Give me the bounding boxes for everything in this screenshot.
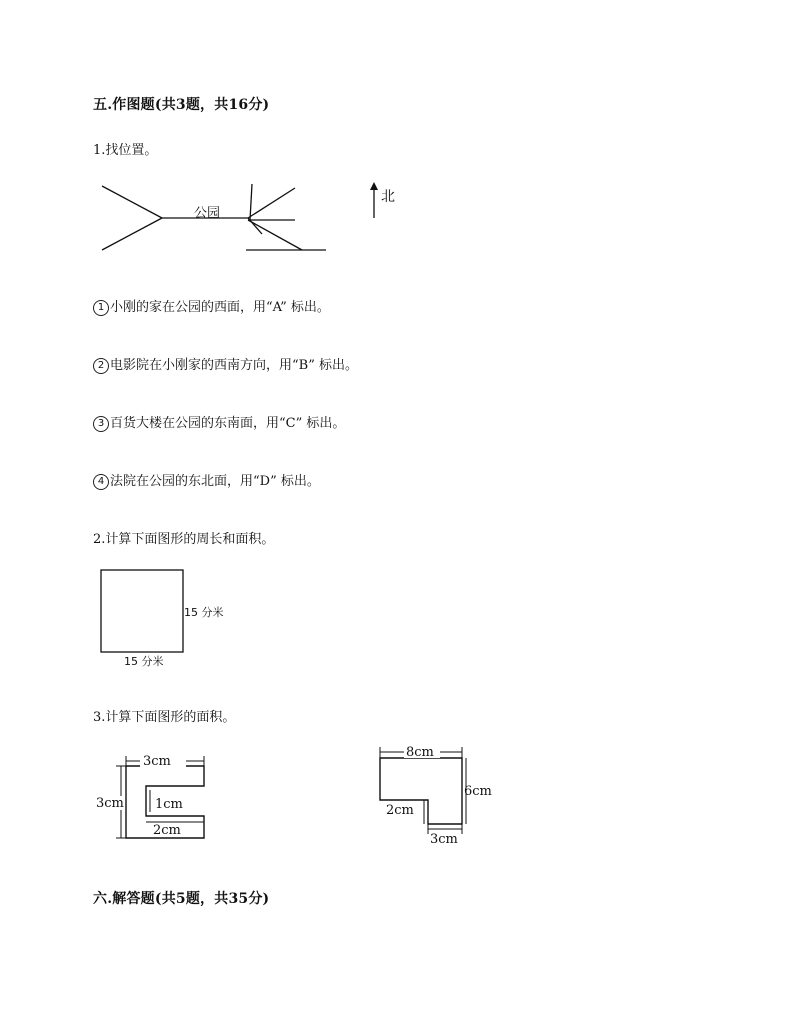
location-map [90,176,410,258]
map-road-southwest [102,218,162,250]
shape-1-gap-label: 1cm [155,797,183,812]
park-label: 公园 [194,206,221,221]
square-side-right-label: 15 分米 [184,606,224,619]
question-2-title: 2.计算下面图形的周长和面积。 [93,532,275,547]
square-figure [96,566,246,672]
shape-1-inner-label: 2cm [153,823,181,838]
item-text: 法院在公园的东北面，用“D” 标出。 [110,474,320,489]
item-text: 电影院在小刚家的西南方向，用“B” 标出。 [110,358,358,373]
map-road-southeast [248,220,302,250]
item-number-badge: 1 [93,300,109,316]
shape-1-left-label: 3cm [96,796,124,811]
question-1-item-3 [93,412,345,432]
item-text: 小刚的家在公园的西面，用“A” 标出。 [110,300,330,315]
item-number-badge: 3 [93,416,109,432]
map-road-northeast [248,188,295,218]
question-1-title: 1.找位置。 [93,143,158,158]
question-3-title: 3.计算下面图形的面积。 [93,710,236,725]
shape-2-figure [376,744,496,848]
north-arrow-icon [370,182,378,190]
shape-2-top-label: 8cm [406,745,434,760]
section-6-heading: 六.解答题(共5题，共35分) [93,891,270,907]
shape-2-bottom-label: 3cm [430,832,458,847]
section-5-heading: 五.作图题(共3题，共16分) [93,97,270,113]
question-1-item-4 [93,470,320,490]
north-label: 北 [381,189,395,205]
shape-2-right-label: 6cm [464,784,492,799]
question-1-item-2 [93,354,358,374]
shape-1-figure [94,752,212,850]
item-number-badge: 4 [93,474,109,490]
item-number-badge: 2 [93,358,109,374]
item-text: 百货大楼在公园的东南面，用“C” 标出。 [110,416,346,431]
map-road-northwest [102,186,162,218]
square-shape [101,570,183,652]
square-side-bottom-label: 15 分米 [124,655,164,668]
question-1-item-1 [93,296,330,316]
shape-2-step-label: 2cm [386,803,414,818]
shape-1-top-label: 3cm [143,754,171,769]
map-road-north-spur [250,184,252,220]
